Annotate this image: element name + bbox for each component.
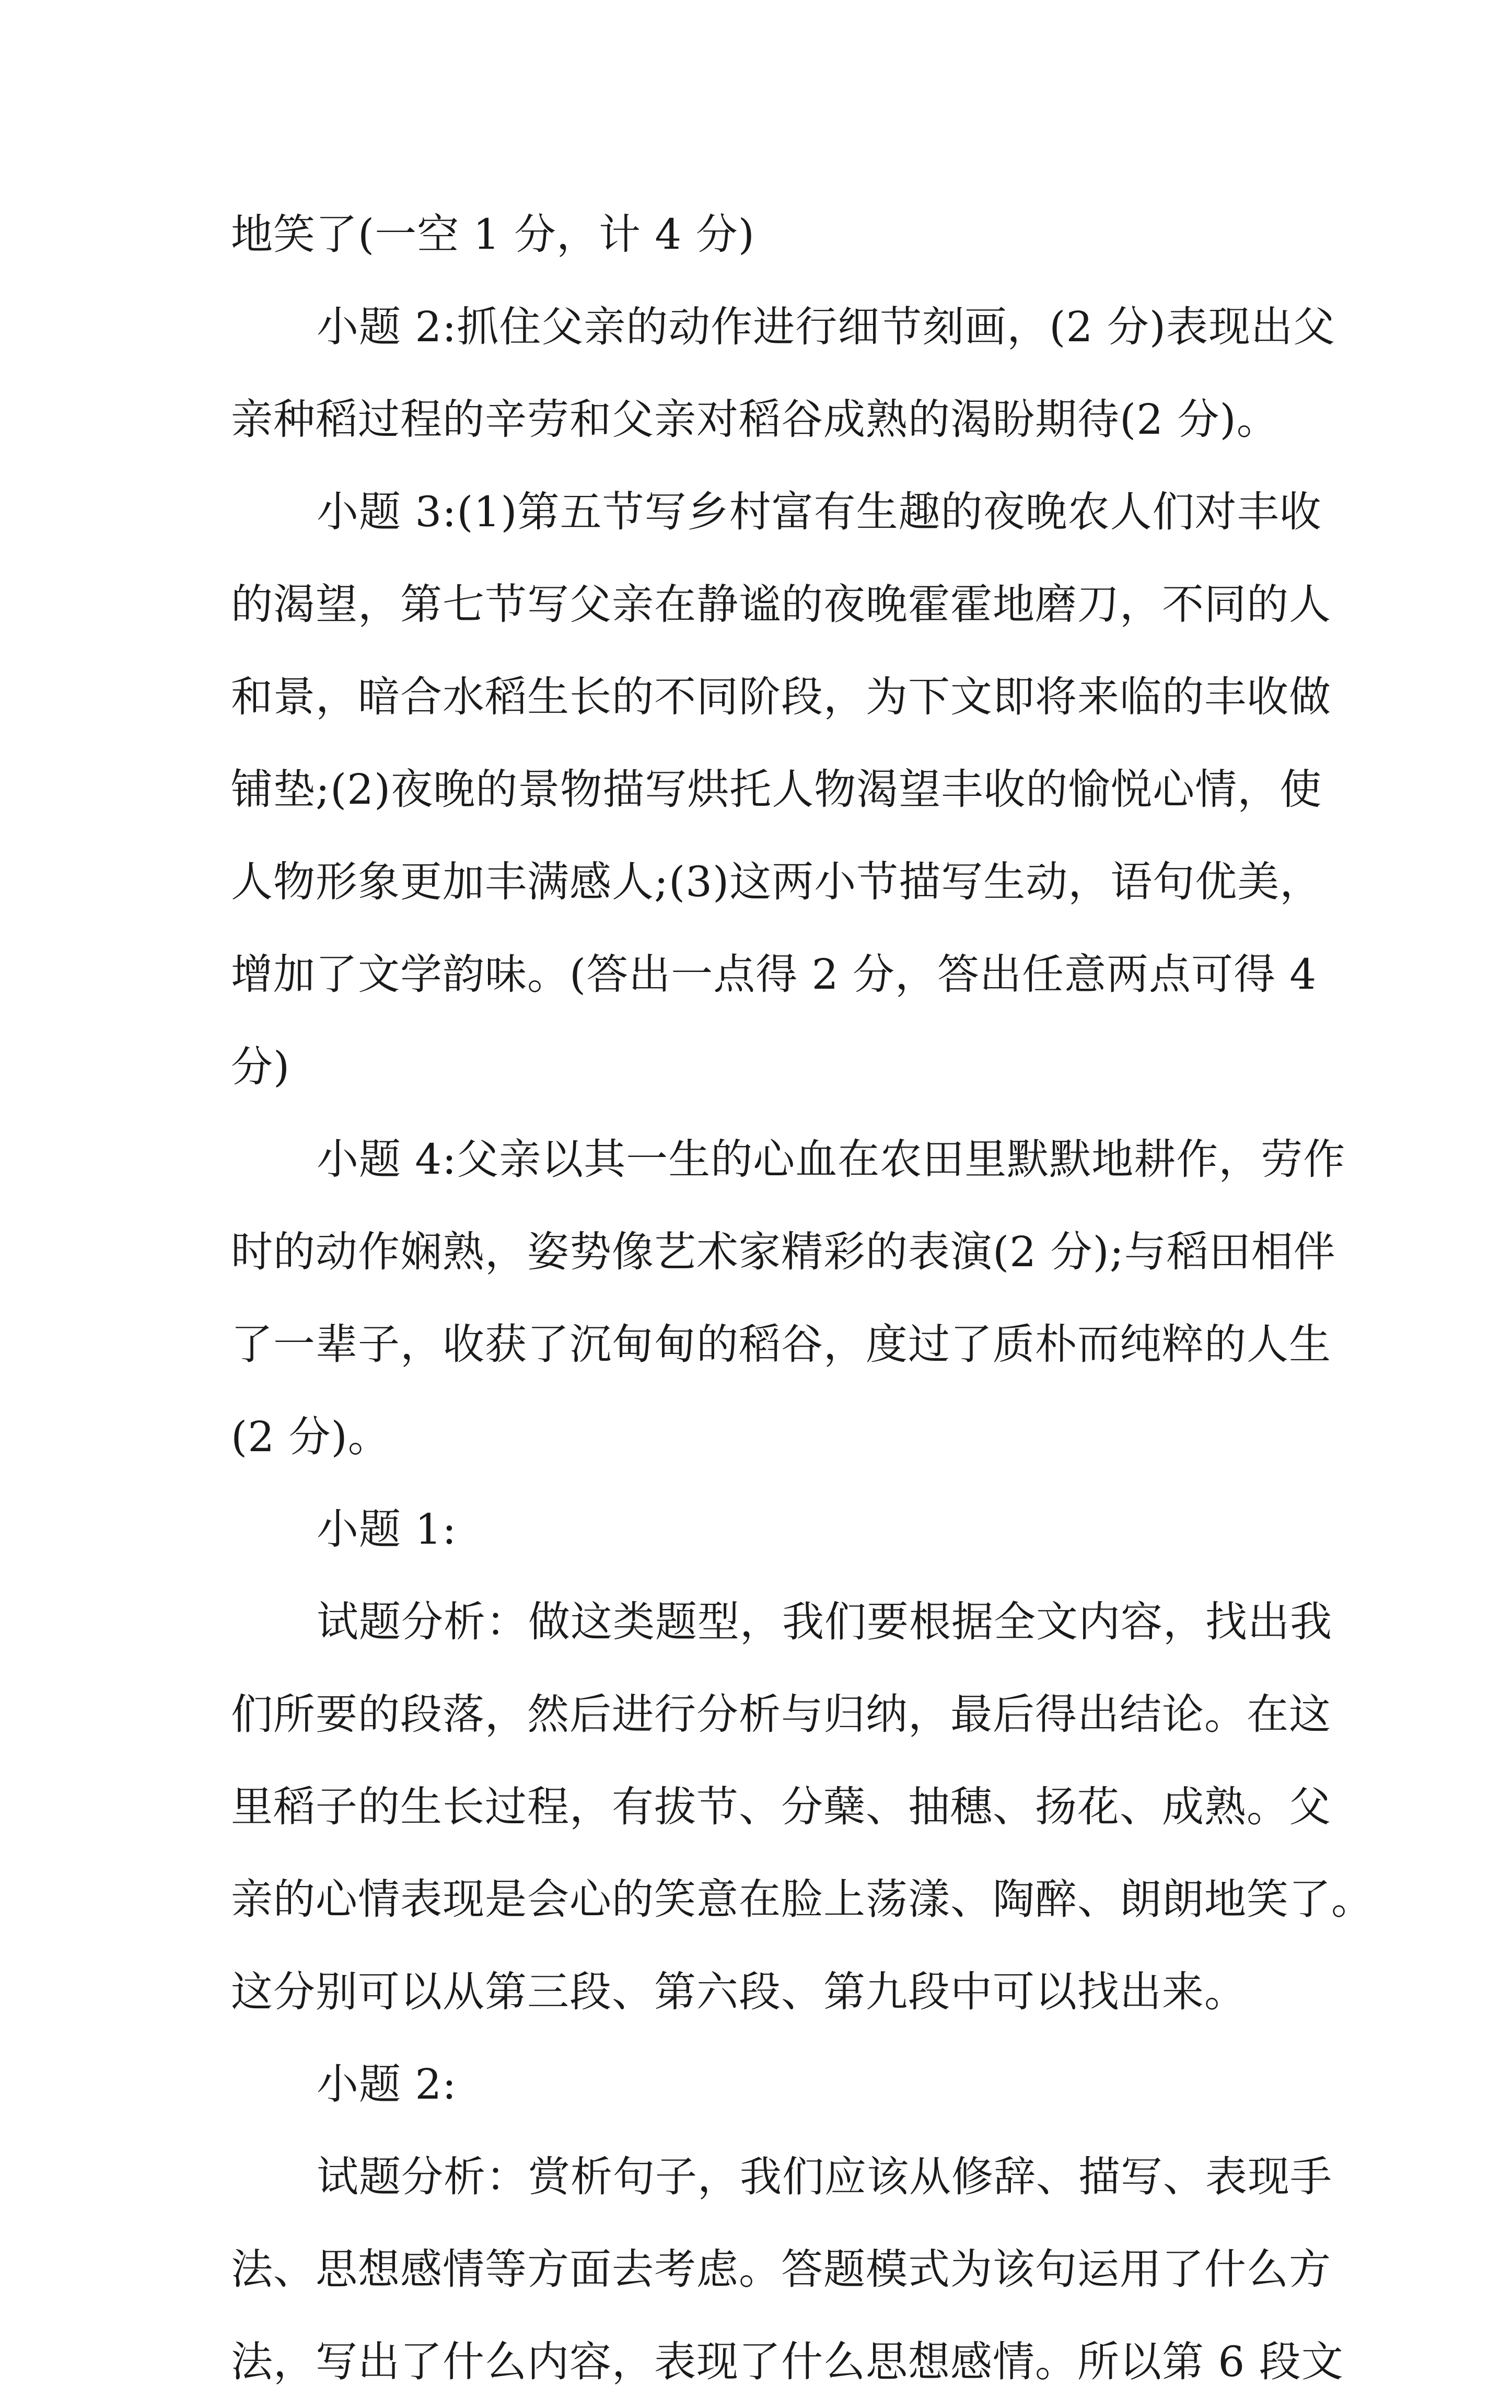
text-line: 亲的心情表现是会心的笑意在脸上荡漾、陶醉、朗朗地笑了。: [231, 1875, 1374, 1924]
text-line: 分): [231, 1043, 290, 1091]
text-line: 时的动作娴熟，姿势像艺术家精彩的表演(2 分);与稻田相伴: [231, 1228, 1336, 1276]
text-line: 里稻子的生长过程，有拔节、分蘖、抽穗、扬花、成熟。父: [231, 1782, 1331, 1831]
text-line: 试题分析：做这类题型，我们要根据全文内容，找出我: [317, 1597, 1332, 1646]
text-line: 的渴望，第七节写父亲在静谧的夜晚霍霍地磨刀，不同的人: [231, 580, 1331, 629]
document-body: [231, 188, 1374, 2408]
text-line: 小题 3:(1)第五节写乡村富有生趣的夜晚农人们对丰收: [317, 488, 1322, 536]
text-line: 增加了文学韵味。(答出一点得 2 分，答出任意两点可得 4: [231, 950, 1317, 999]
text-line: 和景，暗合水稻生长的不同阶段，为下文即将来临的丰收做: [231, 673, 1331, 721]
text-line: 试题分析：赏析句子，我们应该从修辞、描写、表现手: [317, 2152, 1332, 2201]
text-line: 小题 2:抓住父亲的动作进行细节刻画，(2 分)表现出父: [317, 303, 1336, 351]
text-line: 这分别可以从第三段、第六段、第九段中可以找出来。: [231, 1967, 1247, 2016]
text-line: 亲种稻过程的辛劳和父亲对稻谷成熟的渴盼期待(2 分)。: [231, 395, 1279, 444]
text-line: 了一辈子，收获了沉甸甸的稻谷，度过了质朴而纯粹的人生: [231, 1320, 1331, 1369]
text-line: 法、思想感情等方面去考虑。答题模式为该句运用了什么方: [231, 2245, 1331, 2294]
text-line: 人物形象更加丰满感人;(3)这两小节描写生动，语句优美，: [231, 858, 1322, 906]
text-line: 们所要的段落，然后进行分析与归纳，最后得出结论。在这: [231, 1690, 1331, 1739]
text-line: 小题 2:: [317, 2060, 457, 2109]
text-line: 铺垫;(2)夜晚的景物描写烘托人物渴望丰收的愉悦心情，使: [231, 765, 1322, 814]
text-line: 小题 1:: [317, 1505, 457, 1554]
text-line: (2 分)。: [231, 1413, 390, 1461]
text-line: 小题 4:父亲以其一生的心血在农田里默默地耕作，劳作: [317, 1135, 1346, 1184]
text-line: 地笑了(一空 1 分，计 4 分): [231, 210, 755, 259]
text-line: 法，写出了什么内容，表现了什么思想感情。所以第 6 段文: [231, 2337, 1344, 2386]
